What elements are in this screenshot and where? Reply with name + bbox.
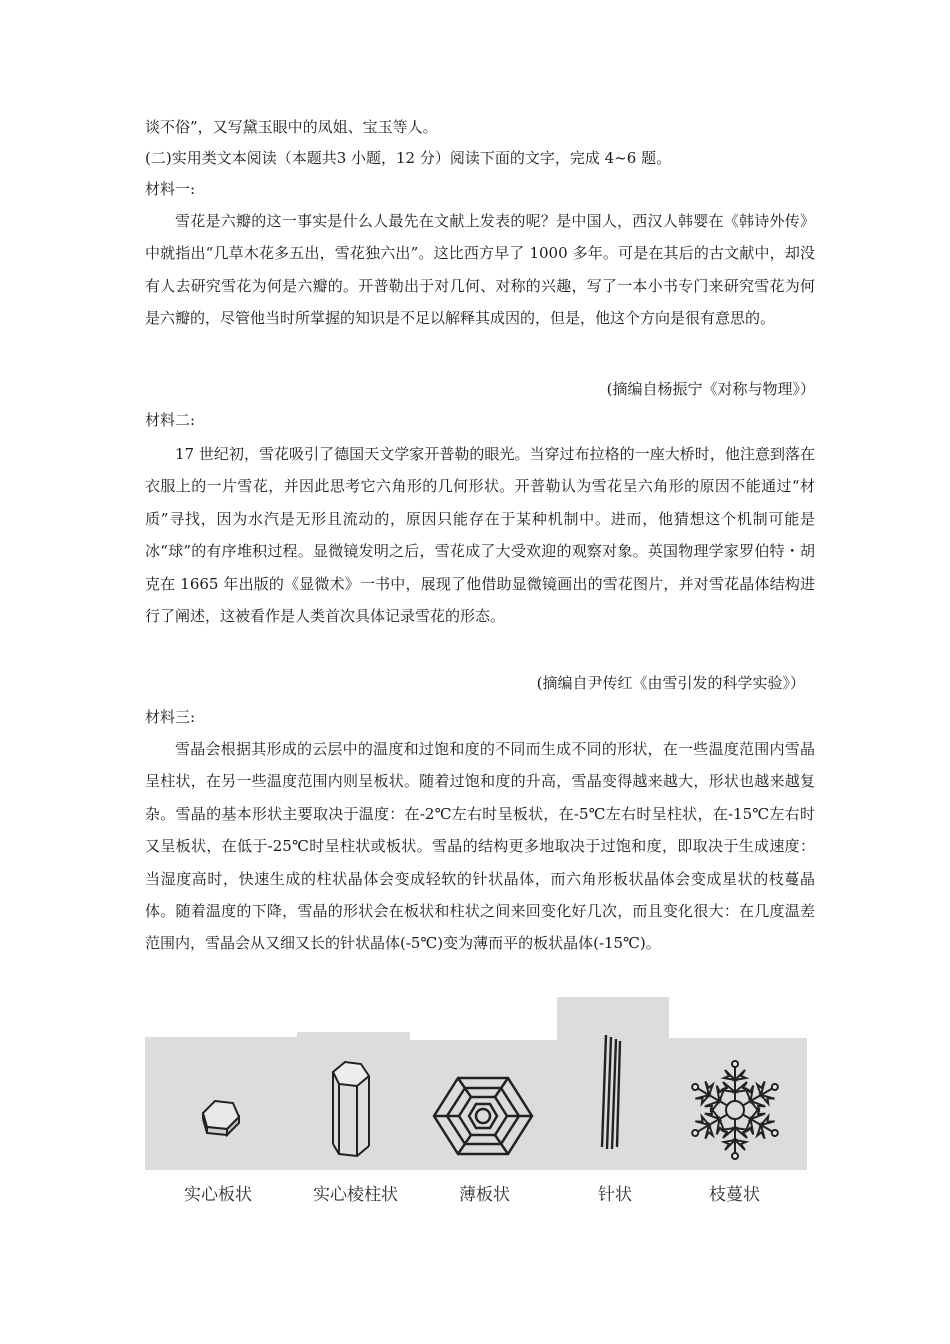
continuation-line: 谈不俗”，又写黛玉眼中的凤姐、宝玉等人。 [145,118,438,136]
material2-source: (摘编自尹传红《由雪引发的科学实验》） [536,674,805,692]
material1-label: 材料一: [145,180,196,198]
figure-caption: 实心板状 [184,1185,252,1205]
hex-prism-icon [297,1032,410,1170]
thin-plate-icon [410,1040,557,1170]
dendrite-icon [669,1038,807,1170]
section-heading: (二)实用类文本阅读（本题共3 小题，12 分）阅读下面的文字，完成 4~6 题。 [145,149,672,167]
figure-caption: 实心棱柱状 [313,1185,398,1205]
material3-paragraph: 雪晶会根据其形成的云层中的温度和过饱和度的不同而生成不同的形状，在一些温度范围内雪晶呈柱状，在另一些温度范围内则呈板状。随着过饱和度的升高，雪晶变得越来越大，形状也越来越复杂。雪晶的基本形状主要取决于温度：在-2℃左右时呈板状，在-5℃左右时呈柱状，在-15℃左右时又呈板状，在低于-25℃时呈柱状或板状。雪晶的结构更多地取决于过饱和度，即取决于生成速度：当湿度高时，快速生成的柱状晶体会变成轻软的针状晶体，而六角形板状晶体会变成星状的枝蔓晶体。随着温度的下降，雪晶的形状会在板状和柱状之间来回变化好几次，而且变化很大：在几度温差范围内，雪晶会从又细又长的针状晶体(-5℃)变为薄而平的板状晶体(-15℃)。 [145,740,815,953]
material2-paragraph: 17 世纪初，雪花吸引了德国天文学家开普勒的眼光。当穿过布拉格的一座大桥时，他注意到落在衣服上的一片雪花，并因此思考它六角形的几何形状。开普勒认为雪花呈六角形的原因不能通过“材质”寻找，因为水汽是无形且流动的，原因只能存在于某种机制中。进而，他猜想这个机制可能是冰“球”的有序堆积过程。显微镜发明之后，雪花成了大受欢迎的观察对象。英国物理学家罗伯特・胡克在 1665 年出版的《显微术》一书中，展现了他借助显微镜画出的雪花图片，并对雪花晶体结构进行了阐述，这被看作是人类首次具体记录雪花的形态。 [145,445,815,626]
figure-panel-dendrite [669,1038,807,1170]
material1-paragraph: 雪花是六瓣的这一事实是什么人最先在文献上发表的呢？是中国人，西汉人韩婴在《韩诗外传》中就指出“几草木花多五出，雪花独六出”。这比西方早了 1000 多年。可是在其后的古文献中，却没有人去研究雪花为何是六瓣的。开普勒出于对几何、对称的兴趣，写了一本小书专门来研究雪花为何是六瓣的，尽管他当时所掌握的知识是不足以解释其成因的，但是，他这个方向是很有意思的。 [145,212,815,328]
hex-plate-icon [145,1037,297,1170]
needle-icon [557,997,669,1170]
figure-caption: 薄板状 [459,1185,510,1205]
material1-source: (摘编自杨振宁《对称与物理》） [606,380,815,398]
figure-panel-thin-plate [410,1040,557,1170]
figure-caption: 枝蔓状 [709,1185,760,1205]
figure-panel-needle [557,997,669,1170]
figure-panel-solid-prism [297,1032,410,1170]
figure-caption: 针状 [598,1185,632,1205]
material2-label: 材料二: [145,411,196,429]
material3-label: 材料三: [145,708,196,726]
figure-panel-solid-plate [145,1037,297,1170]
